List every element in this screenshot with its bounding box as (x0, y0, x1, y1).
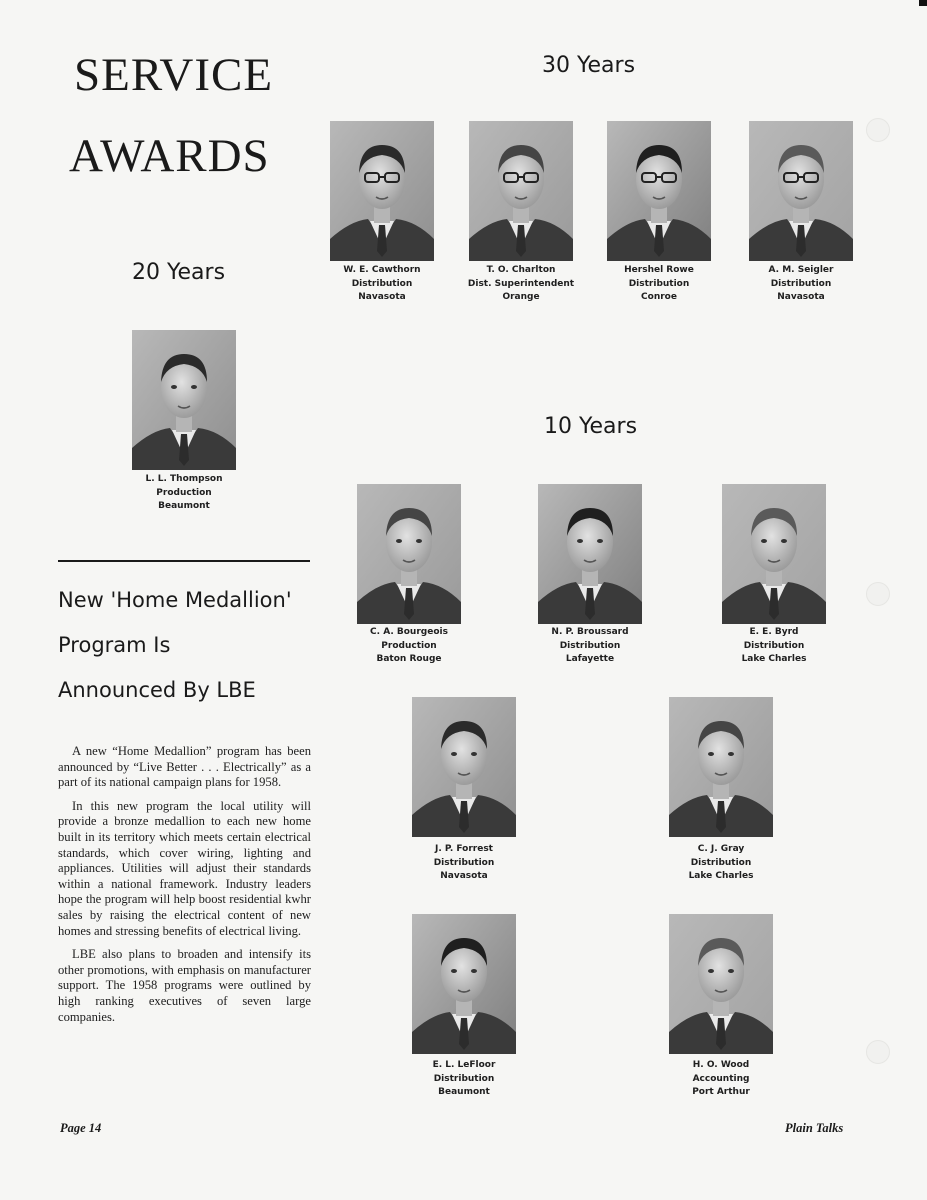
binder-hole (866, 582, 890, 606)
portrait-photo (669, 914, 773, 1054)
honoree-name: T. O. Charlton (486, 265, 556, 275)
honoree-location: Beaumont (158, 501, 210, 511)
honoree-name: L. L. Thompson (145, 474, 223, 484)
honoree-dept: Dist. Superintendent (467, 278, 575, 289)
honoree-location: Orange (502, 292, 540, 302)
honoree-caption (689, 626, 859, 667)
headline-line-2: Program Is (58, 633, 171, 658)
honoree-name: C. A. Bourgeois (370, 627, 448, 637)
honoree-dept: Distribution (743, 640, 805, 651)
honoree-name: E. E. Byrd (749, 627, 799, 637)
article-paragraph: LBE also plans to broaden and intensify its other promotions, with emphasis on manufacturer support. The 1958 programs were outlined by high ranking executives of seven large companies. (58, 947, 311, 1024)
honoree-dept: Distribution (559, 640, 621, 651)
publication-name: Plain Talks (785, 1121, 844, 1135)
portrait-photo (469, 121, 573, 261)
honoree-caption (716, 264, 886, 305)
headline-line-1: New 'Home Medallion' (58, 588, 292, 612)
honoree-location: Navasota (358, 292, 406, 302)
honoree-dept: Production (381, 640, 437, 651)
honoree-location: Navasota (440, 871, 488, 881)
honoree-caption (379, 1059, 549, 1100)
portrait-photo (357, 484, 461, 624)
portrait-photo (538, 484, 642, 624)
honoree-location: Beaumont (438, 1087, 490, 1097)
honoree-name: C. J. Gray (697, 844, 745, 854)
portrait-photo (722, 484, 826, 624)
honoree-location: Lafayette (565, 654, 615, 664)
portrait-photo (607, 121, 711, 261)
section-heading-30-years: 30 Years (542, 53, 636, 78)
section-divider (58, 560, 310, 562)
portrait-photo (749, 121, 853, 261)
article-body (58, 744, 311, 1033)
article-paragraph: In this new program the local utility will provide a bronze medallion to each new home built in its territory which meets certain electrical standards, which cover wiring, lighting and appliances. Utilities will adjust their standards within a national framework. Industry leaders hope the program will help boost residential kwhr sales by raising the electrical content of new homes and stressing benefits of electrical living. (58, 798, 311, 938)
corner-mark (919, 0, 927, 6)
honoree-location: Baton Rouge (376, 654, 442, 664)
portrait-photo (330, 121, 434, 261)
honoree-name: A. M. Seigler (768, 265, 834, 275)
portrait-photo (132, 330, 236, 470)
article-paragraph: A new “Home Medallion” program has been announced by “Live Better . . . Electrically” as a part of its national campaign plans for 1958. (58, 744, 311, 790)
honoree-caption (636, 843, 806, 884)
honoree-name: Hershel Rowe (624, 265, 694, 275)
page-number: Page 14 (60, 1121, 102, 1135)
honoree-caption (379, 843, 549, 884)
honoree-name: N. P. Broussard (551, 627, 629, 637)
honoree-name: W. E. Cawthorn (343, 265, 421, 275)
honoree-dept: Distribution (690, 857, 752, 868)
honoree-location: Port Arthur (692, 1087, 750, 1097)
portrait-photo (412, 914, 516, 1054)
honoree-caption (636, 1059, 806, 1100)
honoree-location: Lake Charles (741, 654, 807, 664)
headline-line-3: Announced By LBE (58, 678, 256, 703)
honoree-name: J. P. Forrest (434, 844, 493, 854)
masthead-awards: AWARDS (69, 130, 270, 182)
honoree-dept: Production (156, 487, 212, 498)
honoree-location: Lake Charles (688, 871, 754, 881)
honoree-dept: Distribution (770, 278, 832, 289)
binder-hole (866, 1040, 890, 1064)
honoree-name: E. L. LeFloor (432, 1060, 496, 1070)
portrait-photo (669, 697, 773, 837)
section-heading-10-years: 10 Years (544, 414, 638, 439)
honoree-dept: Accounting (692, 1073, 750, 1084)
honoree-dept: Distribution (628, 278, 690, 289)
honoree-location: Navasota (777, 292, 825, 302)
honoree-location: Conroe (641, 292, 677, 302)
binder-hole (866, 118, 890, 142)
honoree-caption (99, 473, 269, 514)
honoree-caption (505, 626, 675, 667)
honoree-dept: Distribution (433, 857, 495, 868)
honoree-dept: Distribution (351, 278, 413, 289)
portrait-photo (412, 697, 516, 837)
masthead-service: SERVICE (74, 49, 274, 101)
honoree-dept: Distribution (433, 1073, 495, 1084)
honoree-name: H. O. Wood (692, 1060, 750, 1070)
article-headline (58, 589, 318, 702)
honoree-caption (324, 626, 494, 667)
section-heading-20-years: 20 Years (132, 260, 226, 285)
